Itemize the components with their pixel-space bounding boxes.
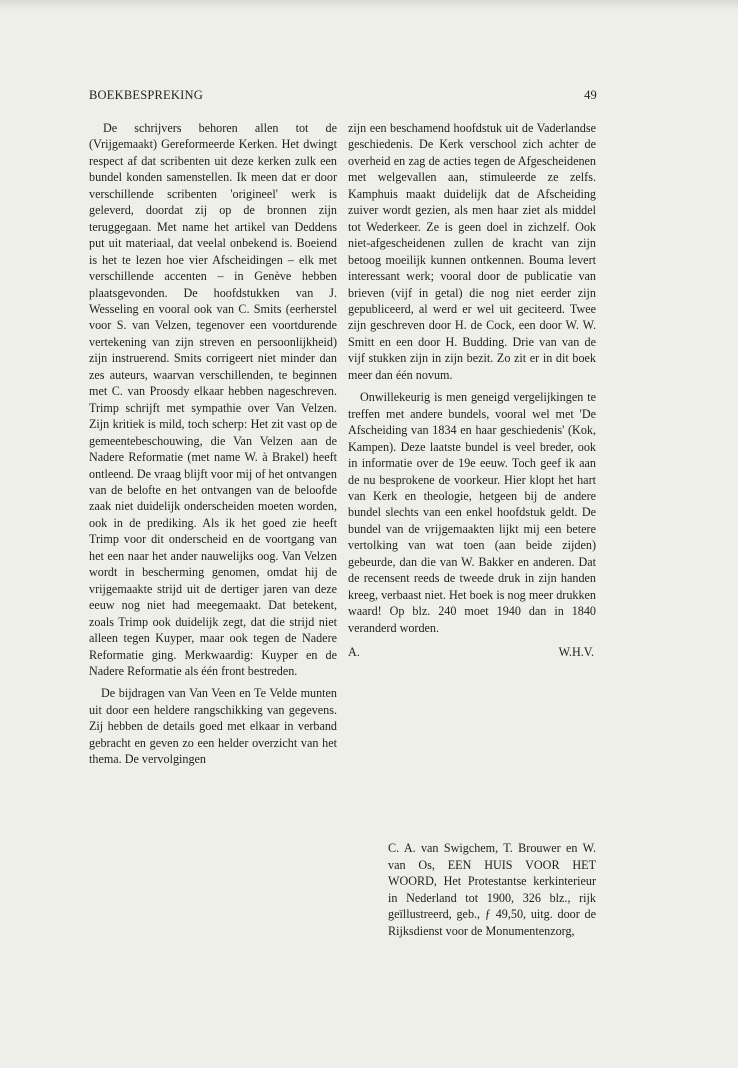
- signature-line: [348, 644, 596, 660]
- right-column: [348, 120, 596, 661]
- reviewer-initials: W.H.V.: [558, 645, 594, 660]
- signature-initial: A.: [348, 645, 360, 660]
- section-title: BOEKBESPREKING: [89, 88, 203, 102]
- paragraph: zijn een beschamend hoofdstuk uit de Vaderlandse geschiedenis. De Kerk verschool zich achter de overheid en zag de acties tegen de Afgescheidenen met welgevallen aan, stimuleerde ze zelfs. Kamphuis maakt duidelijk dat de Afscheiding zuiver wordt gezien, als men haar ziet als middel tot Wederkeer. Ze is geen doel in zichzelf. Ook niet-afgescheidenen zullen de kracht van zijn betoog moeilijk kunnen ontkennen. Bouma levert interessant werk; vooral door de publicatie van brieven (vijf in getal) die nog niet eerder zijn gepubliceerd, al werd er wel uit geciteerd. Twee zijn geschreven door H. de Cock, een door W. W. Smitt en een door H. Budding. Drie van van de vijf stukken zijn in zijn bezit. Zo zit er in dit boek meer dan één novum.: [348, 121, 596, 382]
- book-citation: C. A. van Swigchem, T. Brouwer en W. van Os, EEN HUIS VOOR HET WOORD, Het Protestantse kerkinterieur in Nederland tot 1900, 326 blz., rijk geïllustreerd, geb., ƒ 49,50, uitg. door de Rijksdienst voor de Monumentenzorg,: [388, 841, 596, 938]
- left-column: [89, 120, 337, 774]
- page-edge: [0, 0, 738, 10]
- paragraph: De schrijvers behoren allen tot de (Vrijgemaakt) Gereformeerde Kerken. Het dwingt respect af dat scribenten uit deze kerken zulk een bundel konden samenstellen. Ik meen dat er door verschillende scribenten 'origineel' werk is geleverd, doordat zij op de bronnen zijn teruggegaan. Met name het artikel van Deddens put uit materiaal, dat veelal onbekend is. Boeiend is het te lezen hoe vier Afscheidingen – elk met verschillende accenten – in Genève hebben plaatsgevonden. De hoofdstukken van J. Wesseling en vooral ook van C. Smits (eerherstel voor S. van Velzen, tegenover een voortdurende vertekening van zijn streven en persoonlijkheid) zijn instruerend. Smits corrigeert niet minder dan zes auteurs, waarvan verschillenden, te beginnen met C. van Proosdy elkaar hebben nageschreven. Trimp schrijft met sympathie over Van Velzen. Zijn kritiek is mild, toch scherp: Het zit vast op de gemeentebeschouwing, die Van Velzen aan de Nadere Reformatie (met name W. à Brakel) heeft ontleend. De vraag blijft voor mij of het ontvangen van de belofte en het ontvangen van de beloofde zaak niet duidelijk onderscheiden moeten worden, ook in de prediking. Als ik het goed zie heeft Trimp voor dit onderscheid en de voortgang van het een naar het ander nauwelijks oog. Van Velzen wordt in bescherming genomen, omdat hij de vrijgemaakte strijd uit de dertiger jaren van deze eeuw nog niet had meegemaakt. Dat betekent, zoals Trimp ook duidelijk zegt, dat die strijd niet alleen tegen Kuyper, maar ook tegen de Nadere Reformatie ging. Merkwaardig: Kuyper en de Nadere Reformatie als één front bestreden.: [89, 121, 337, 678]
- page-number: 49: [584, 88, 597, 102]
- paragraph: Onwillekeurig is men geneigd vergelijkingen te treffen met andere bundels, vooral wel met 'De Afscheiding van 1834 en haar geschiedenis' (Kok, Kampen). Deze laatste bundel is veel breder, ook in informatie over de 19e eeuw. Toch geef ik aan de nu besprokene de voorkeur. Hier klopt het hart van Kerk en theologie, hetgeen bij de andere bundel slechts van een enkel hoofdstuk geldt. De bundel van de vrijgemaakten lijkt mij een betere vertolking van wat toen (aan beide zijden) gebeurde, dan die van W. Bakker en anderen. Dat de recensent reeds de tweede druk in zijn handen kreeg, verbaast niet. Het boek is nog meer drukken waard! Op blz. 240 moet 1940 dan in 1840 veranderd worden.: [348, 390, 596, 635]
- paragraph: De bijdragen van Van Veen en Te Velde munten uit door een heldere rangschikking van gegevens. Zij hebben de details goed met elkaar in verband gebracht en geven zo een helder overzicht van het thema. De vervolgingen: [89, 686, 337, 767]
- running-head: [89, 88, 597, 104]
